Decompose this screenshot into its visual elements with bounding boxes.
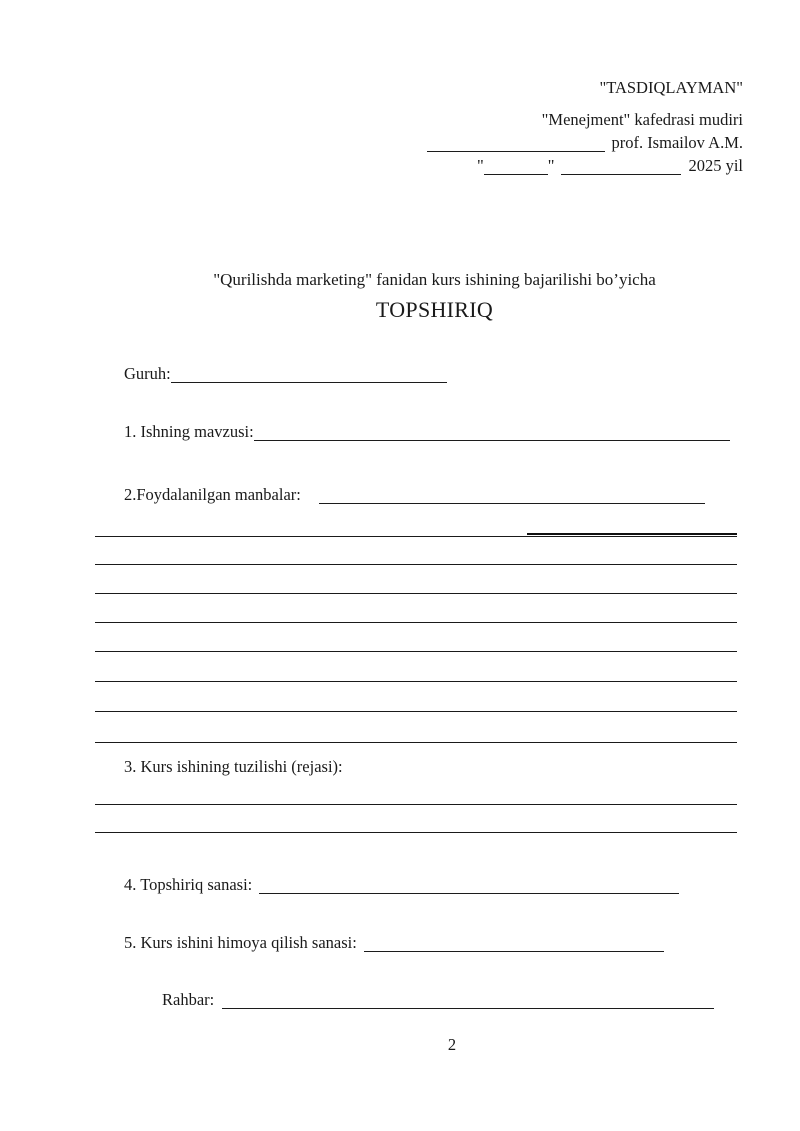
sources-field <box>124 485 705 505</box>
page-number: 2 <box>447 1035 457 1054</box>
approval-block <box>427 76 743 177</box>
ruled-line <box>95 651 737 652</box>
structure-label: 3. Kurs ishining tuzilishi (rejasi): <box>124 757 343 776</box>
approval-title: "TASDIQLAYMAN" <box>599 78 743 97</box>
date-day-blank <box>484 170 548 175</box>
assignment-title: TOPSHIRIQ <box>375 297 494 322</box>
assignment-date-field <box>124 875 679 895</box>
group-blank-line <box>171 378 447 383</box>
topic-field <box>124 422 730 442</box>
assignment-date-label: 4. Topshiriq sanasi: <box>124 875 253 894</box>
ruled-line <box>95 742 737 743</box>
ruled-line <box>95 711 737 712</box>
supervisor-field <box>162 990 714 1010</box>
signature-blank-line <box>427 147 605 152</box>
approval-signatory: prof. Ismailov A.M. <box>611 133 743 152</box>
close-quote: " <box>547 156 555 175</box>
defense-date-blank-line <box>364 947 664 952</box>
ruled-line <box>95 536 737 537</box>
topic-label: 1. Ishning mavzusi: <box>124 422 254 441</box>
course-subtitle: "Qurilishda marketing" fanidan kurs ishining bajarilishi bo’yicha <box>213 270 656 289</box>
group-label: Guruh: <box>124 364 171 383</box>
ruled-line <box>95 622 737 623</box>
heading-block <box>124 270 745 323</box>
structure-field <box>124 757 343 777</box>
ruled-line <box>95 564 737 565</box>
ruled-line <box>95 681 737 682</box>
approval-signature-line <box>427 131 743 154</box>
ruled-line <box>95 804 737 805</box>
ruled-line <box>95 593 737 594</box>
supervisor-blank-line <box>222 1004 714 1009</box>
date-month-blank <box>561 170 681 175</box>
defense-date-label: 5. Kurs ishini himoya qilish sanasi: <box>124 933 357 952</box>
approval-date-line <box>427 154 743 177</box>
group-field <box>124 364 447 384</box>
defense-date-field <box>124 933 664 953</box>
open-quote: " <box>476 156 484 175</box>
approval-department: "Menejment" kafedrasi mudiri <box>541 110 743 129</box>
sources-label: 2.Foydalanilgan manbalar: <box>124 485 301 504</box>
sources-blank-line <box>319 499 705 504</box>
approval-year: 2025 yil <box>688 156 743 175</box>
supervisor-label: Rahbar: <box>162 990 215 1009</box>
ruled-line <box>95 832 737 833</box>
assignment-date-blank-line <box>259 889 679 894</box>
ruled-line-overlap <box>527 533 737 535</box>
topic-blank-line <box>254 436 730 441</box>
